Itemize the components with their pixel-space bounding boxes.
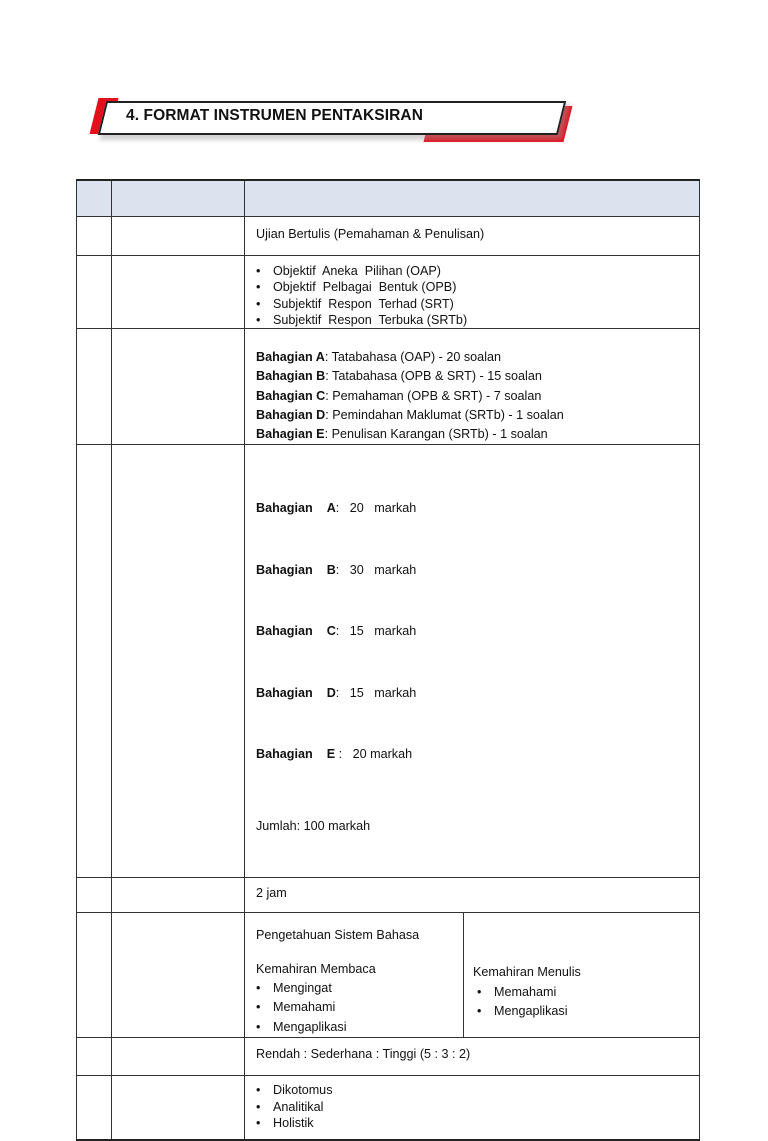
- table-row-skor: [77, 1076, 700, 1140]
- header-cell-perkara: [112, 180, 245, 217]
- header-cell-perincian: [245, 180, 700, 217]
- list-item: • Analitikal: [256, 1099, 688, 1116]
- markah-line: Bahagian D: 15 markah: [256, 685, 417, 700]
- markah-line: Bahagian A: 20 markah: [256, 501, 417, 516]
- table-row-bahagian: [77, 329, 700, 445]
- list-item: • Subjektif Respon Terbuka (SRTb): [256, 312, 688, 328]
- list-item: • Subjektif Respon Terhad (SRT): [256, 296, 688, 312]
- table-row-bentuk: [77, 256, 700, 329]
- markah-line: Bahagian E : 20 markah: [256, 747, 413, 762]
- bahagian-line: Bahagian E: Penulisan Karangan (SRTb) - 1 soalan: [256, 427, 548, 441]
- konstruk-heading: Pengetahuan Sistem Bahasa: [256, 928, 420, 943]
- bahagian-line: Bahagian A: Tatabahasa (OAP) - 20 soalan: [256, 350, 501, 365]
- table-row-masa: [77, 878, 700, 913]
- section-title: 4. FORMAT INSTRUMEN PENTAKSIRAN: [126, 107, 424, 124]
- list-item: • Objektif Pelbagai Bentuk (OPB): [256, 279, 688, 295]
- list-item: • Mengaplikasi: [256, 1018, 452, 1037]
- bahagian-line: Bahagian D: Pemindahan Maklumat (SRTb) - 1 soalan: [256, 407, 564, 422]
- bahagian-line: Bahagian C: Pemahaman (OPB & SRT) - 7 soalan: [256, 388, 542, 403]
- list-item: • Objektif Aneka Pilihan (OAP): [256, 263, 688, 279]
- list-item: • Holistik: [256, 1115, 688, 1132]
- list-item: • Mengaplikasi: [477, 1002, 688, 1021]
- table-row-aras: [77, 1038, 700, 1076]
- masa-text: 2 jam: [256, 886, 287, 901]
- list-item: • Mengingat: [256, 979, 452, 998]
- aras-kesukaran-text: Rendah : Sederhana : Tinggi (5 : 3 : 2): [256, 1047, 471, 1062]
- table-row-jenis: [77, 217, 700, 256]
- bahagian-line: Bahagian B: Tatabahasa (OPB & SRT) - 15 soalan: [256, 369, 542, 384]
- section-banner: [92, 96, 582, 148]
- table-row-konstruk: [77, 913, 700, 1038]
- konstruk-heading: Kemahiran Menulis: [473, 965, 581, 980]
- markah-line: Bahagian B: 30 markah: [256, 562, 417, 577]
- skor-item-list: [256, 1082, 688, 1132]
- table-row-markah: [77, 445, 700, 878]
- list-item: • Memahami: [477, 983, 688, 1002]
- bentuk-item-list: [256, 263, 688, 328]
- jenis-instrumen-text: Ujian Bertulis (Pemahaman & Penulisan): [256, 227, 485, 241]
- jumlah-markah-text: Jumlah: 100 markah: [256, 818, 371, 833]
- table-header-row: [77, 180, 700, 217]
- menulis-item-list: [477, 983, 688, 1022]
- format-table: [76, 179, 700, 1141]
- header-cell-no: [77, 180, 112, 217]
- konstruk-heading: Kemahiran Membaca: [256, 961, 376, 976]
- list-item: • Dikotomus: [256, 1082, 688, 1099]
- list-item: • Memahami: [256, 998, 452, 1017]
- membaca-item-list: [256, 979, 452, 1037]
- markah-line: Bahagian C: 15 markah: [256, 624, 417, 639]
